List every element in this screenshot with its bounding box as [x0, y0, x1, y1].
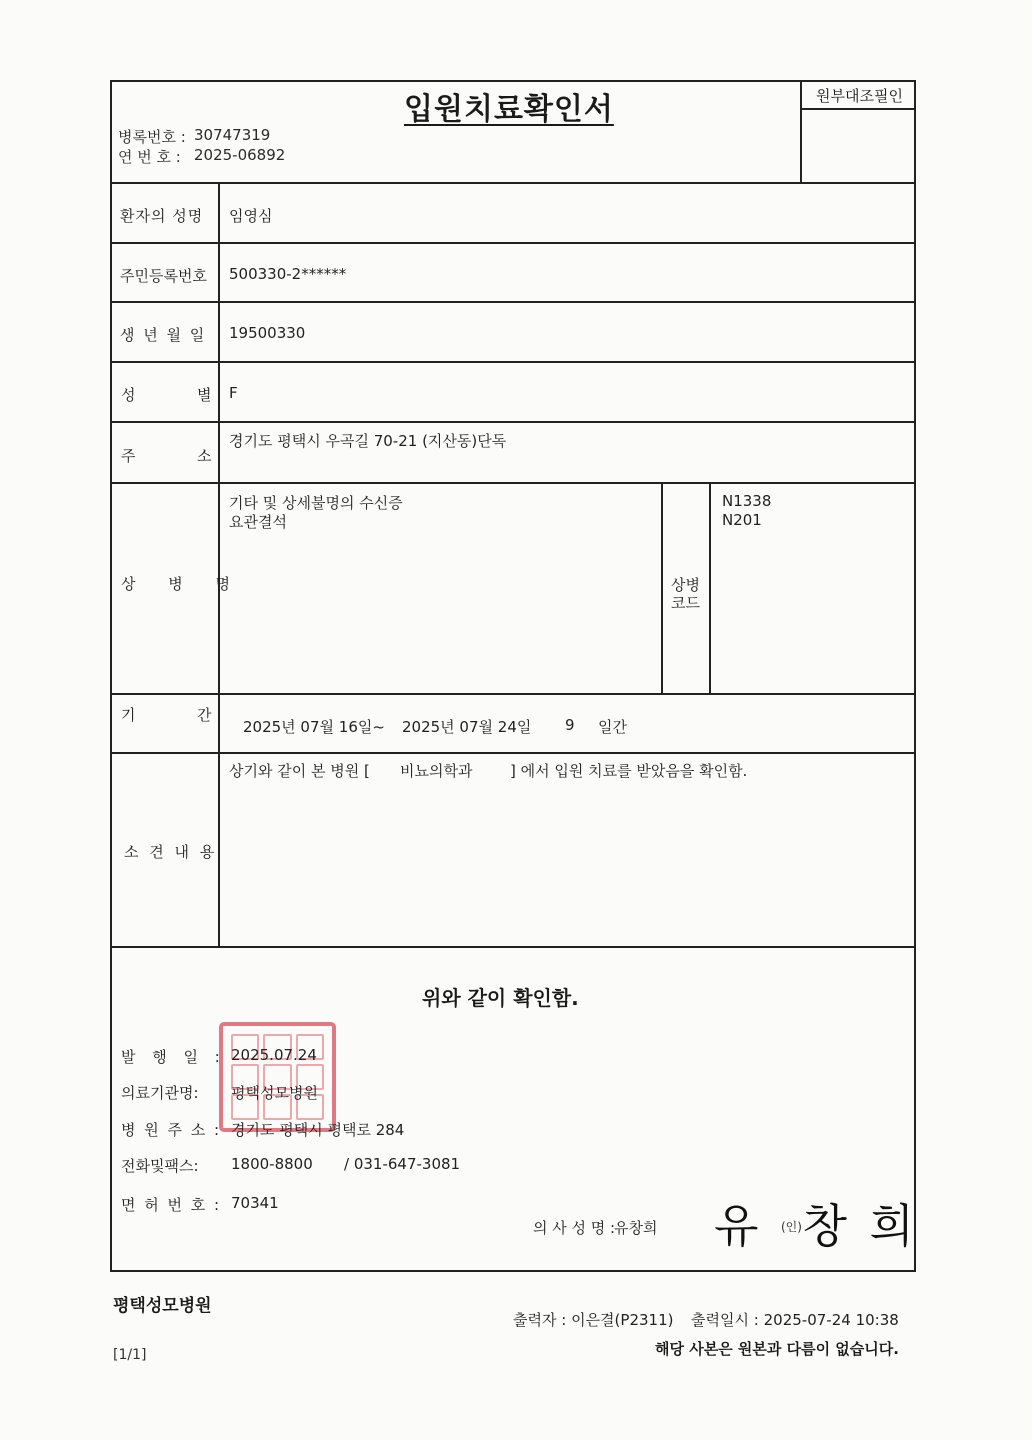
rrn-label: 주민등록번호 — [120, 267, 207, 285]
opinion-department: 비뇨의학과 — [400, 762, 473, 780]
row-line — [110, 242, 916, 244]
period-label-1: 기 — [121, 706, 136, 724]
confirmation-statement: 위와 같이 확인함. — [422, 986, 579, 1010]
phone-fax-label: 전화및팩스: — [121, 1157, 199, 1175]
hospital-address: 경기도 평택시 평택로 284 — [231, 1121, 405, 1139]
page-number: [1/1] — [113, 1347, 147, 1363]
address-label-2: 소 — [197, 447, 212, 465]
printed-by: 이은결(P2311) — [571, 1311, 674, 1329]
address-value: 경기도 평택시 우곡길 70-21 (지산동)단독 — [229, 432, 507, 450]
signature-part-2: 창 희 — [802, 1199, 918, 1253]
patient-name-label: 환자의 성명 — [120, 207, 204, 225]
opinion-text-prefix: 상기와 같이 본 병원 [ — [229, 762, 370, 780]
footer-print-info — [513, 1309, 899, 1330]
printed-at-label: 출력일시 : — [691, 1311, 759, 1329]
row-line — [110, 361, 916, 363]
row-line — [110, 421, 916, 423]
period-end: 2025년 07월 24일 — [402, 718, 532, 736]
code-column-divider — [661, 482, 663, 694]
institution-name: 평택성모병원 — [231, 1084, 318, 1102]
row-line — [110, 946, 916, 948]
diagnosis-line-2: 요관결석 — [229, 513, 287, 531]
sex-label-1: 성 — [121, 386, 136, 404]
diagnosis-label: 상 병 명 — [121, 575, 245, 593]
institution-label: 의료기관명: — [121, 1084, 199, 1102]
address-label-1: 주 — [121, 447, 136, 465]
fax-number: / 031-647-3081 — [344, 1155, 461, 1173]
period-label-2: 간 — [197, 706, 212, 724]
period-start: 2025년 07월 16일~ — [243, 718, 385, 736]
issue-date-label: 발 행 일 : — [121, 1048, 226, 1066]
row-line — [110, 182, 916, 184]
printed-at: 2025-07-24 10:38 — [763, 1311, 899, 1329]
period-days: 9 — [565, 716, 575, 734]
stamp-box-header-line — [800, 108, 916, 110]
serial-no-label: 연 번 호 : — [118, 148, 181, 166]
issue-date: 2025.07.24 — [231, 1046, 317, 1064]
footer-hospital-name: 평택성모병원 — [113, 1296, 212, 1316]
diagnosis-code-label-1: 상병 — [671, 576, 700, 594]
serial-no: 2025-06892 — [194, 146, 286, 164]
dob-label: 생 년 월 일 — [120, 326, 207, 344]
document-title: 입원치료확인서 — [404, 92, 614, 127]
diagnosis-code-2: N201 — [722, 511, 762, 529]
doctor-name: 유창희 — [614, 1219, 658, 1237]
hospital-seal-stamp — [219, 1022, 336, 1132]
opinion-label: 소 견 내 용 — [124, 843, 218, 861]
license-label: 면 허 번 호 : — [121, 1196, 222, 1214]
patient-name: 임영심 — [229, 207, 273, 225]
opinion-text-suffix: ] 에서 입원 치료를 받았음을 확인함. — [510, 762, 748, 780]
doctor-signature — [714, 1190, 918, 1256]
record-no: 30747319 — [194, 126, 271, 144]
record-no-label: 병록번호 : — [118, 128, 186, 146]
code-column-divider — [709, 482, 711, 694]
phone-number: 1800-8800 — [231, 1155, 313, 1173]
diagnosis-code-label-2: 코드 — [671, 594, 700, 612]
signature-part-1: 유 — [714, 1199, 763, 1253]
license-number: 70341 — [231, 1194, 279, 1212]
diagnosis-line-1: 기타 및 상세불명의 수신증 — [229, 494, 403, 512]
rrn-value: 500330-2****** — [229, 265, 347, 283]
period-days-unit: 일간 — [598, 718, 627, 736]
stamp-box-divider — [800, 80, 802, 182]
row-line — [110, 482, 916, 484]
diagnosis-code-1: N1338 — [722, 492, 772, 510]
row-line — [110, 693, 916, 695]
sex-label-2: 별 — [197, 386, 212, 404]
hospital-address-label: 병 원 주 소 : — [121, 1121, 222, 1139]
seal-mark: (인) — [781, 1220, 802, 1234]
printed-by-label: 출력자 : — [513, 1311, 567, 1329]
row-line — [110, 752, 916, 754]
label-column-divider — [218, 182, 220, 948]
row-line — [110, 301, 916, 303]
dob-value: 19500330 — [229, 324, 306, 342]
copy-certification-note: 해당 사본은 원본과 다름이 없습니다. — [655, 1340, 899, 1358]
doctor-label: 의 사 성 명 : — [533, 1219, 616, 1237]
sex-value: F — [229, 384, 238, 402]
stamp-box-label: 원부대조필인 — [816, 87, 903, 105]
